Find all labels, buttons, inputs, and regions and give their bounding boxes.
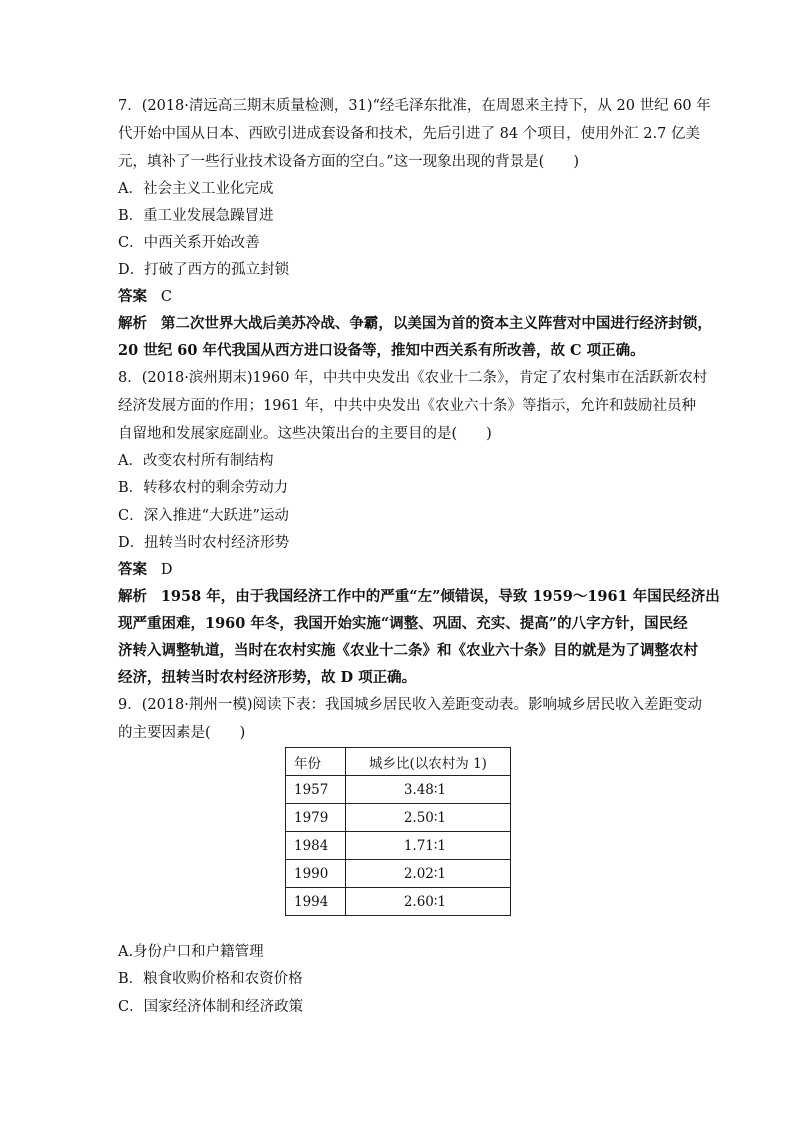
- cell-ratio: 2.50∶1: [346, 804, 511, 832]
- q8-explain-label: 解析: [118, 588, 147, 605]
- q8-answer-label: 答案: [118, 561, 147, 578]
- q7-stem-line-1: 7．(2018·清远高三期末质量检测，31)“经毛泽东批准，在周恩来主持下，从 20 世纪 60 年: [118, 98, 711, 114]
- cell-year: 1979: [286, 804, 346, 832]
- q8-explanation-line-2: 现严重困难，1960 年冬，我国开始实施“调整、巩固、充实、提高”的八字方针，国民经: [118, 615, 688, 632]
- q7-stem-line-2: 代开始中国从日本、西欧引进成套设备和技术，先后引进了 84 个项目，使用外汇 2.7 亿美: [118, 126, 700, 142]
- q7-option-c: C．中西关系开始改善: [118, 235, 260, 251]
- table-row: [286, 860, 511, 888]
- cell-year: 1957: [286, 776, 346, 804]
- q8-stem-line-1: 8．(2018·滨州期末)1960 年，中共中央发出《农业十二条》，肯定了农村集市在活跃新农村: [118, 370, 708, 386]
- q9-option-b: B．粮食收购价格和农资价格: [118, 971, 303, 987]
- cell-year: 1990: [286, 860, 346, 888]
- header-ratio: 城乡比(以农村为 1): [346, 748, 511, 776]
- q8-option-c: C．深入推进“大跃进”运动: [118, 508, 289, 524]
- q7-stem-line-3: 元，填补了一些行业技术设备方面的空白。”这一现象出现的背景是( ): [118, 154, 579, 170]
- cell-year: 1984: [286, 832, 346, 860]
- q7-explain-text-1: 第二次世界大战后美苏冷战、争霸，以美国为首的资本主义阵营对中国进行经济封锁，: [160, 315, 712, 332]
- q8-explanation-line-4: 经济，扭转当时农村经济形势，故 D 项正确。: [118, 669, 417, 686]
- q7-answer-label: 答案: [118, 288, 147, 305]
- income-gap-table: [285, 747, 511, 916]
- q7-explanation-line-2: 20 世纪 60 年代我国从西方进口设备等，推知中西关系有所改善，故 C 项正确。: [118, 342, 645, 359]
- table-row: [286, 832, 511, 860]
- table-row: [286, 804, 511, 832]
- q8-option-a: A．改变农村所有制结构: [118, 453, 274, 469]
- table-row: [286, 888, 511, 916]
- q9-stem-line-1: 9．(2018·荆州一模)阅读下表：我国城乡居民收入差距变动表。影响城乡居民收入差距变动: [118, 697, 703, 713]
- q9-stem-line-2: 的主要因素是( ): [118, 725, 246, 741]
- q8-explain-text-1: 1958 年，由于我国经济工作中的严重“左”倾错误，导致 1959～1961 年国民经济出: [160, 588, 720, 605]
- cell-year: 1994: [286, 888, 346, 916]
- q8-option-d: D．扭转当时农村经济形势: [118, 535, 290, 551]
- cell-ratio: 2.02∶1: [346, 860, 511, 888]
- q7-option-b: B．重工业发展急躁冒进: [118, 208, 274, 224]
- q9-option-a: A.身份户口和户籍管理: [118, 944, 264, 960]
- q8-answer-value: D: [160, 562, 173, 578]
- q8-answer: [118, 560, 172, 580]
- cell-ratio: 2.60∶1: [346, 888, 511, 916]
- q8-explanation-line-3: 济转入调整轨道，当时在农村实施《农业十二条》和《农业六十条》目的就是为了调整农村: [118, 642, 698, 659]
- table-header-row: [286, 748, 511, 776]
- q8-stem-line-3: 自留地和发展家庭副业。这些决策出台的主要目的是( ): [118, 426, 492, 442]
- q8-stem-line-2: 经济发展方面的作用；1961 年，中共中央发出《农业六十条》等指示，允许和鼓励社员种: [118, 398, 697, 414]
- q9-option-c: C．国家经济体制和经济政策: [118, 999, 304, 1015]
- cell-ratio: 1.71∶1: [346, 832, 511, 860]
- q7-answer-value: C: [160, 289, 172, 305]
- q7-option-a: A．社会主义工业化完成: [118, 181, 274, 197]
- q7-explanation-line-1: [118, 314, 712, 334]
- q8-option-b: B．转移农村的剩余劳动力: [118, 480, 289, 496]
- q8-explanation-line-1: [118, 587, 720, 607]
- q7-option-d: D．打破了西方的孤立封锁: [118, 262, 290, 278]
- q7-answer: [118, 287, 172, 307]
- header-year: 年份: [286, 748, 346, 776]
- q7-explain-label: 解析: [118, 315, 147, 332]
- table-row: [286, 776, 511, 804]
- cell-ratio: 3.48∶1: [346, 776, 511, 804]
